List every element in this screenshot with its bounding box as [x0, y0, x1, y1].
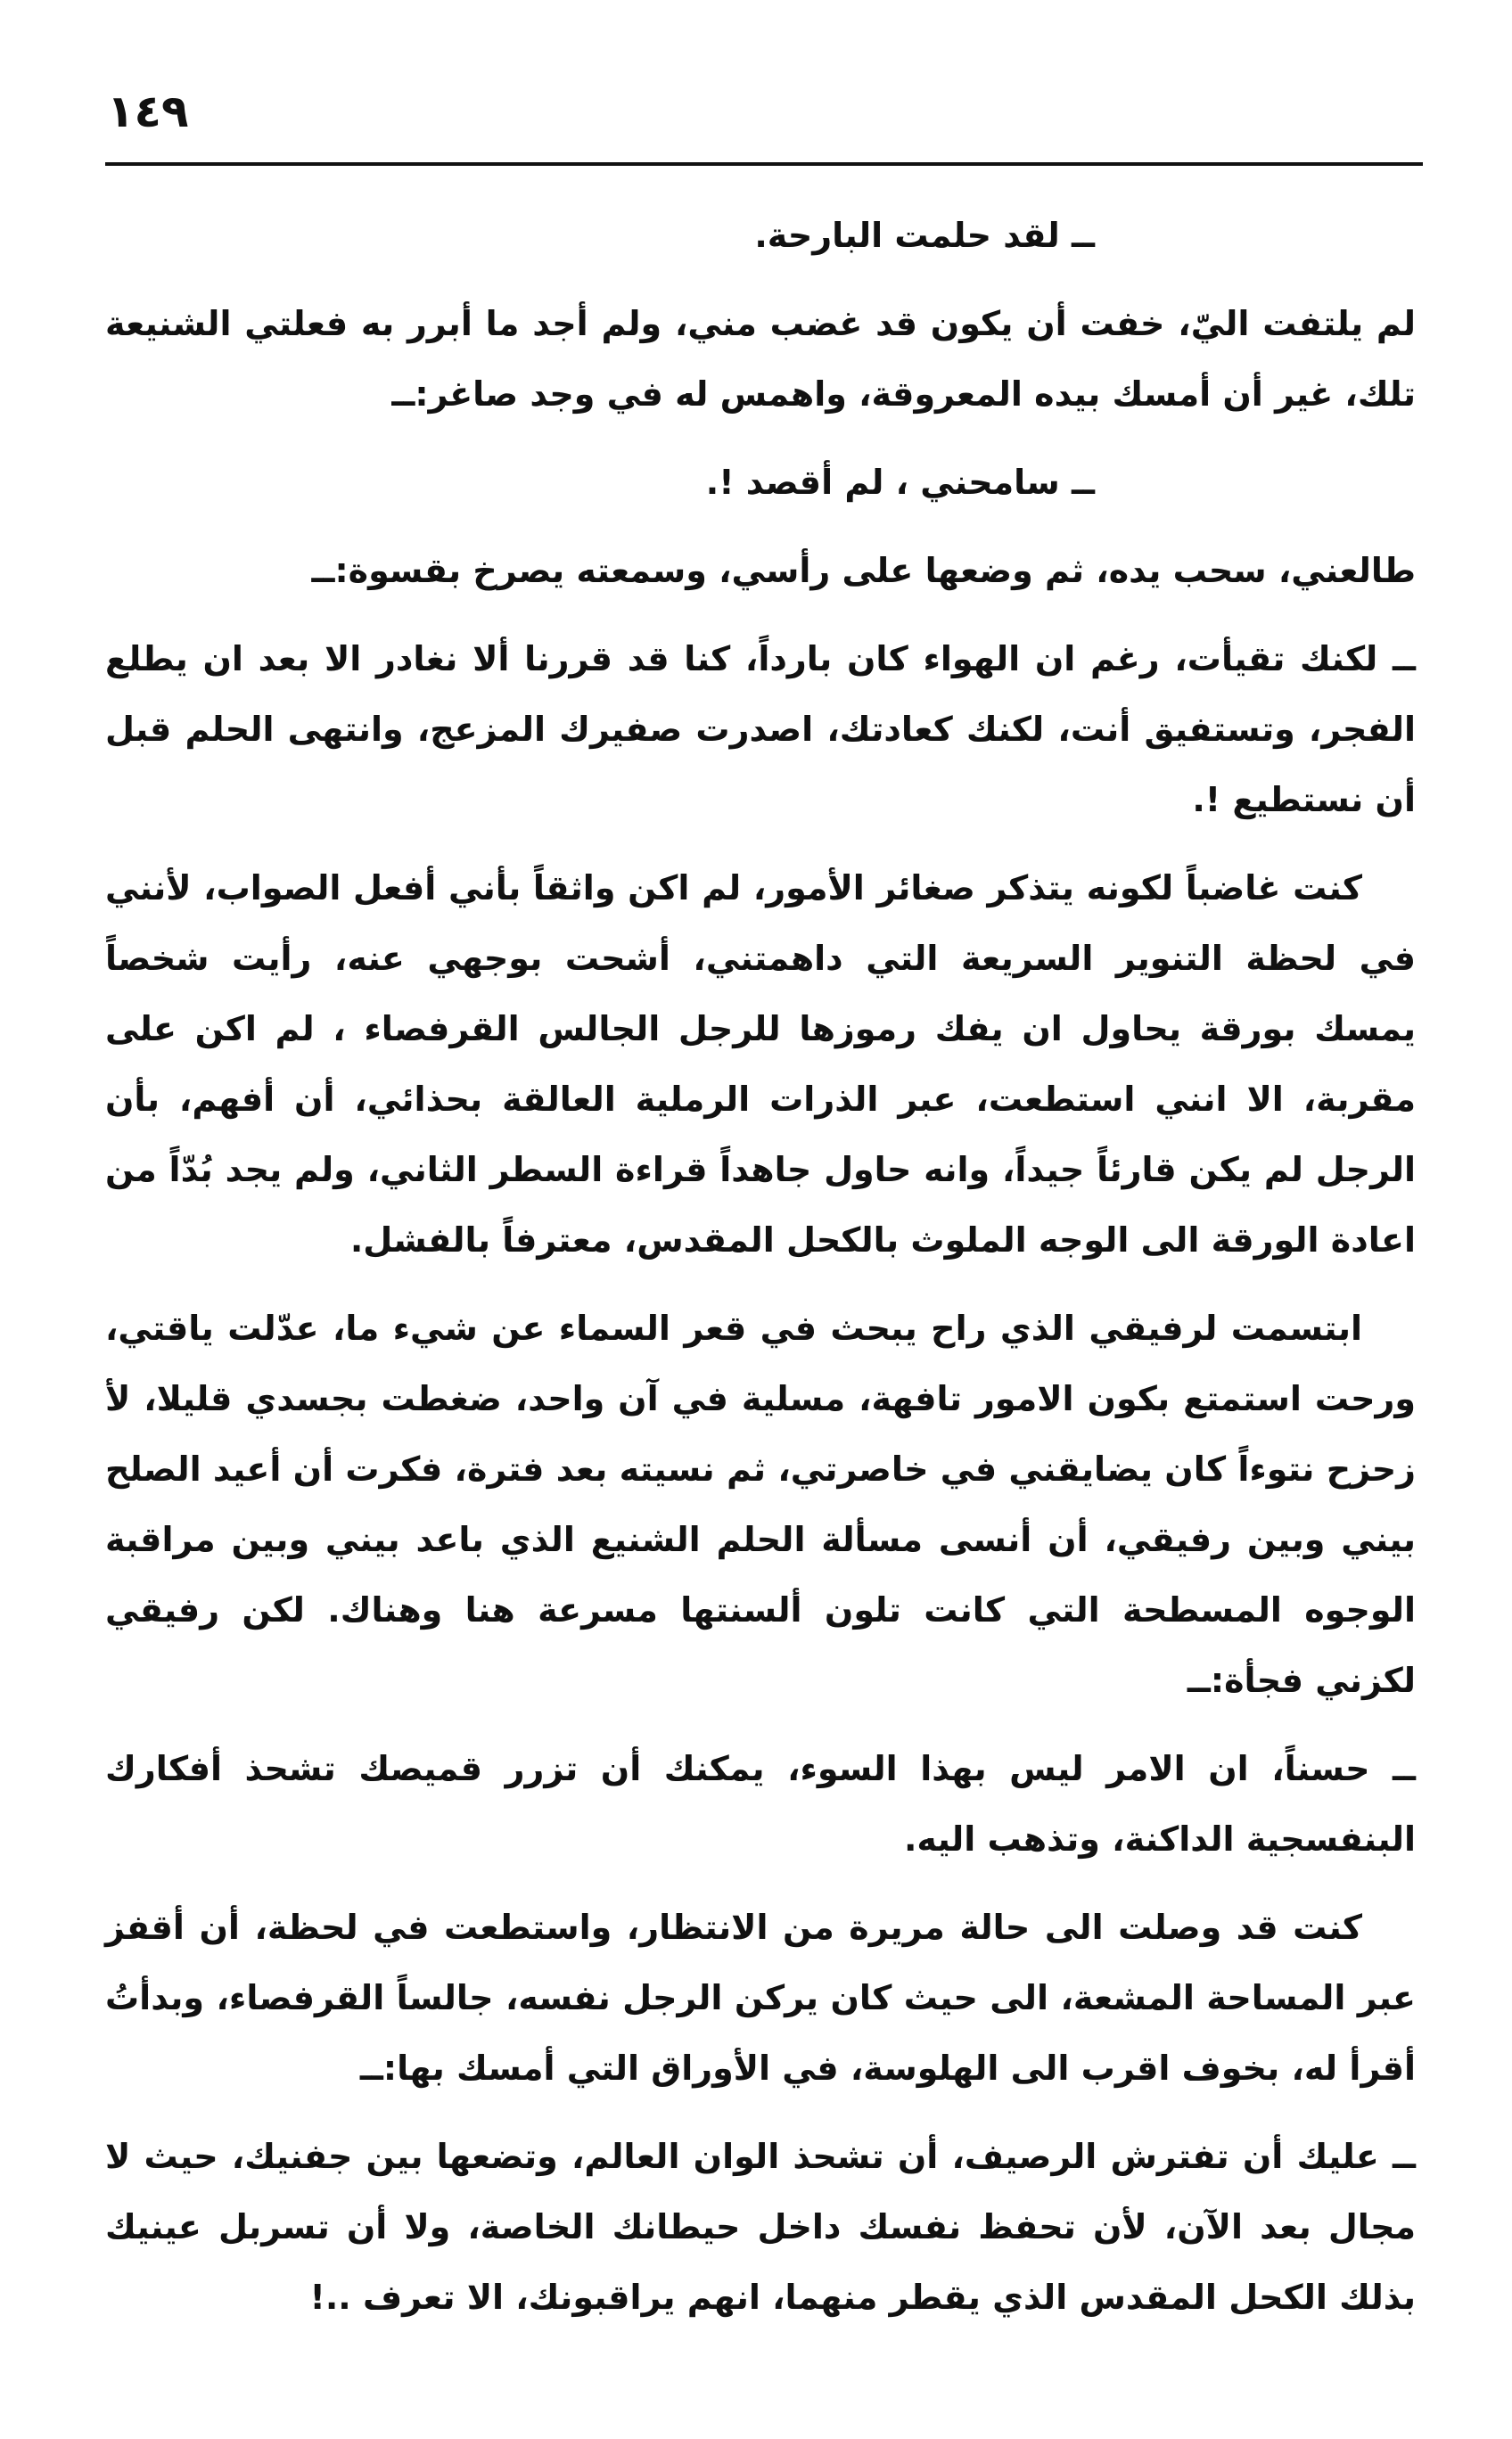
- paragraph: لم يلتفت اليّ، خفت أن يكون قد غضب مني، ولم أجد ما أبرر به فعلتي الشنيعة تلك، غير أن أمسك بيده المعروقة، واهمس له في وجد صاغر:ــ: [105, 304, 1416, 414]
- paragraph: ابتسمت لرفيقي الذي راح يبحث في قعر السماء عن شيء ما، عدّلت ياقتي، ورحت استمتع بكون الامور تافهة، مسلية في آن واحد، ضغطت بجسدي قليلا، لأ زحزح نتوءاً كان يضايقني في خاصرتي، ثم نسيته بعد فترة، فكرت أن أعيد الصلح بيني وبين رفيقي، أن أنسى مسألة الحلم الشنيع الذي باعد بيني وبين مراقبة الوجوه المسطحة التي كانت تلون ألسنتها مسرعة هنا وهناك. لكن رفيقي لكزني فجأة:ــ: [105, 1309, 1416, 1700]
- paragraph: كنت غاضباً لكونه يتذكر صغائر الأمور، لم اكن واثقاً بأني أفعل الصواب، لأنني في لحظة التنوير السريعة التي داهمتني، أشحت بوجهي عنه، رأيت شخصاً يمسك بورقة يحاول ان يفك رموزها للرجل الجالس القرفصاء ، لم اكن على مقربة، الا انني استطعت، عبر الذرات الرملية العالقة بحذائي، أن أفهم، بأن الرجل لم يكن قارئاً جيداً، وانه حاول جاهداً قراءة السطر الثاني، ولم يجد بُدّاً من اعادة الورقة الى الوجه الملوث بالكحل المقدس، معترفاً بالفشل.: [105, 868, 1416, 1260]
- dialogue-line: ــ حسناً، ان الامر ليس بهذا السوء، يمكنك أن تزرر قميصك تشحذ أفكارك البنفسجية الداكنة، وتذهب اليه.: [105, 1749, 1416, 1859]
- paragraph: طالعني، سحب يده، ثم وضعها على رأسي، وسمعته يصرخ بقسوة:ــ: [311, 551, 1416, 590]
- header-divider: [105, 162, 1423, 166]
- dialogue-line: ــ لقد حلمت البارحة.: [754, 216, 1095, 255]
- page-text: [105, 201, 1416, 2351]
- dialogue-line: ــ لكنك تقيأت، رغم ان الهواء كان بارداً، كنا قد قررنا ألا نغادر الا بعد ان يطلع الفجر، وتستفيق أنت، لكنك كعادتك، اصدرت صفيرك المزعج، وانتهى الحلم قبل أن نستطيع !.: [105, 639, 1416, 819]
- dialogue-line: ــ عليك أن تفترش الرصيف، أن تشحذ الوان العالم، وتضعها بين جفنيك، حيث لا مجال بعد الآن، لأن تحفظ نفسك داخل حيطانك الخاصة، ولا أن تسربل عينيك بذلك الكحل المقدس الذي يقطر منهما، انهم يراقبونك، الا تعرف ..!: [105, 2137, 1416, 2317]
- page-number: ١٤٩: [107, 86, 189, 137]
- paragraph: كنت قد وصلت الى حالة مريرة من الانتظار، واستطعت في لحظة، أن أقفز عبر المساحة المشعة، الى حيث كان يركن الرجل نفسه، جالساً القرفصاء، وبدأتُ أقرأ له، بخوف اقرب الى الهلوسة، في الأوراق التي أمسك بها:ــ: [105, 1908, 1416, 2088]
- dialogue-line: ــ سامحني ، لم أقصد !.: [705, 463, 1095, 502]
